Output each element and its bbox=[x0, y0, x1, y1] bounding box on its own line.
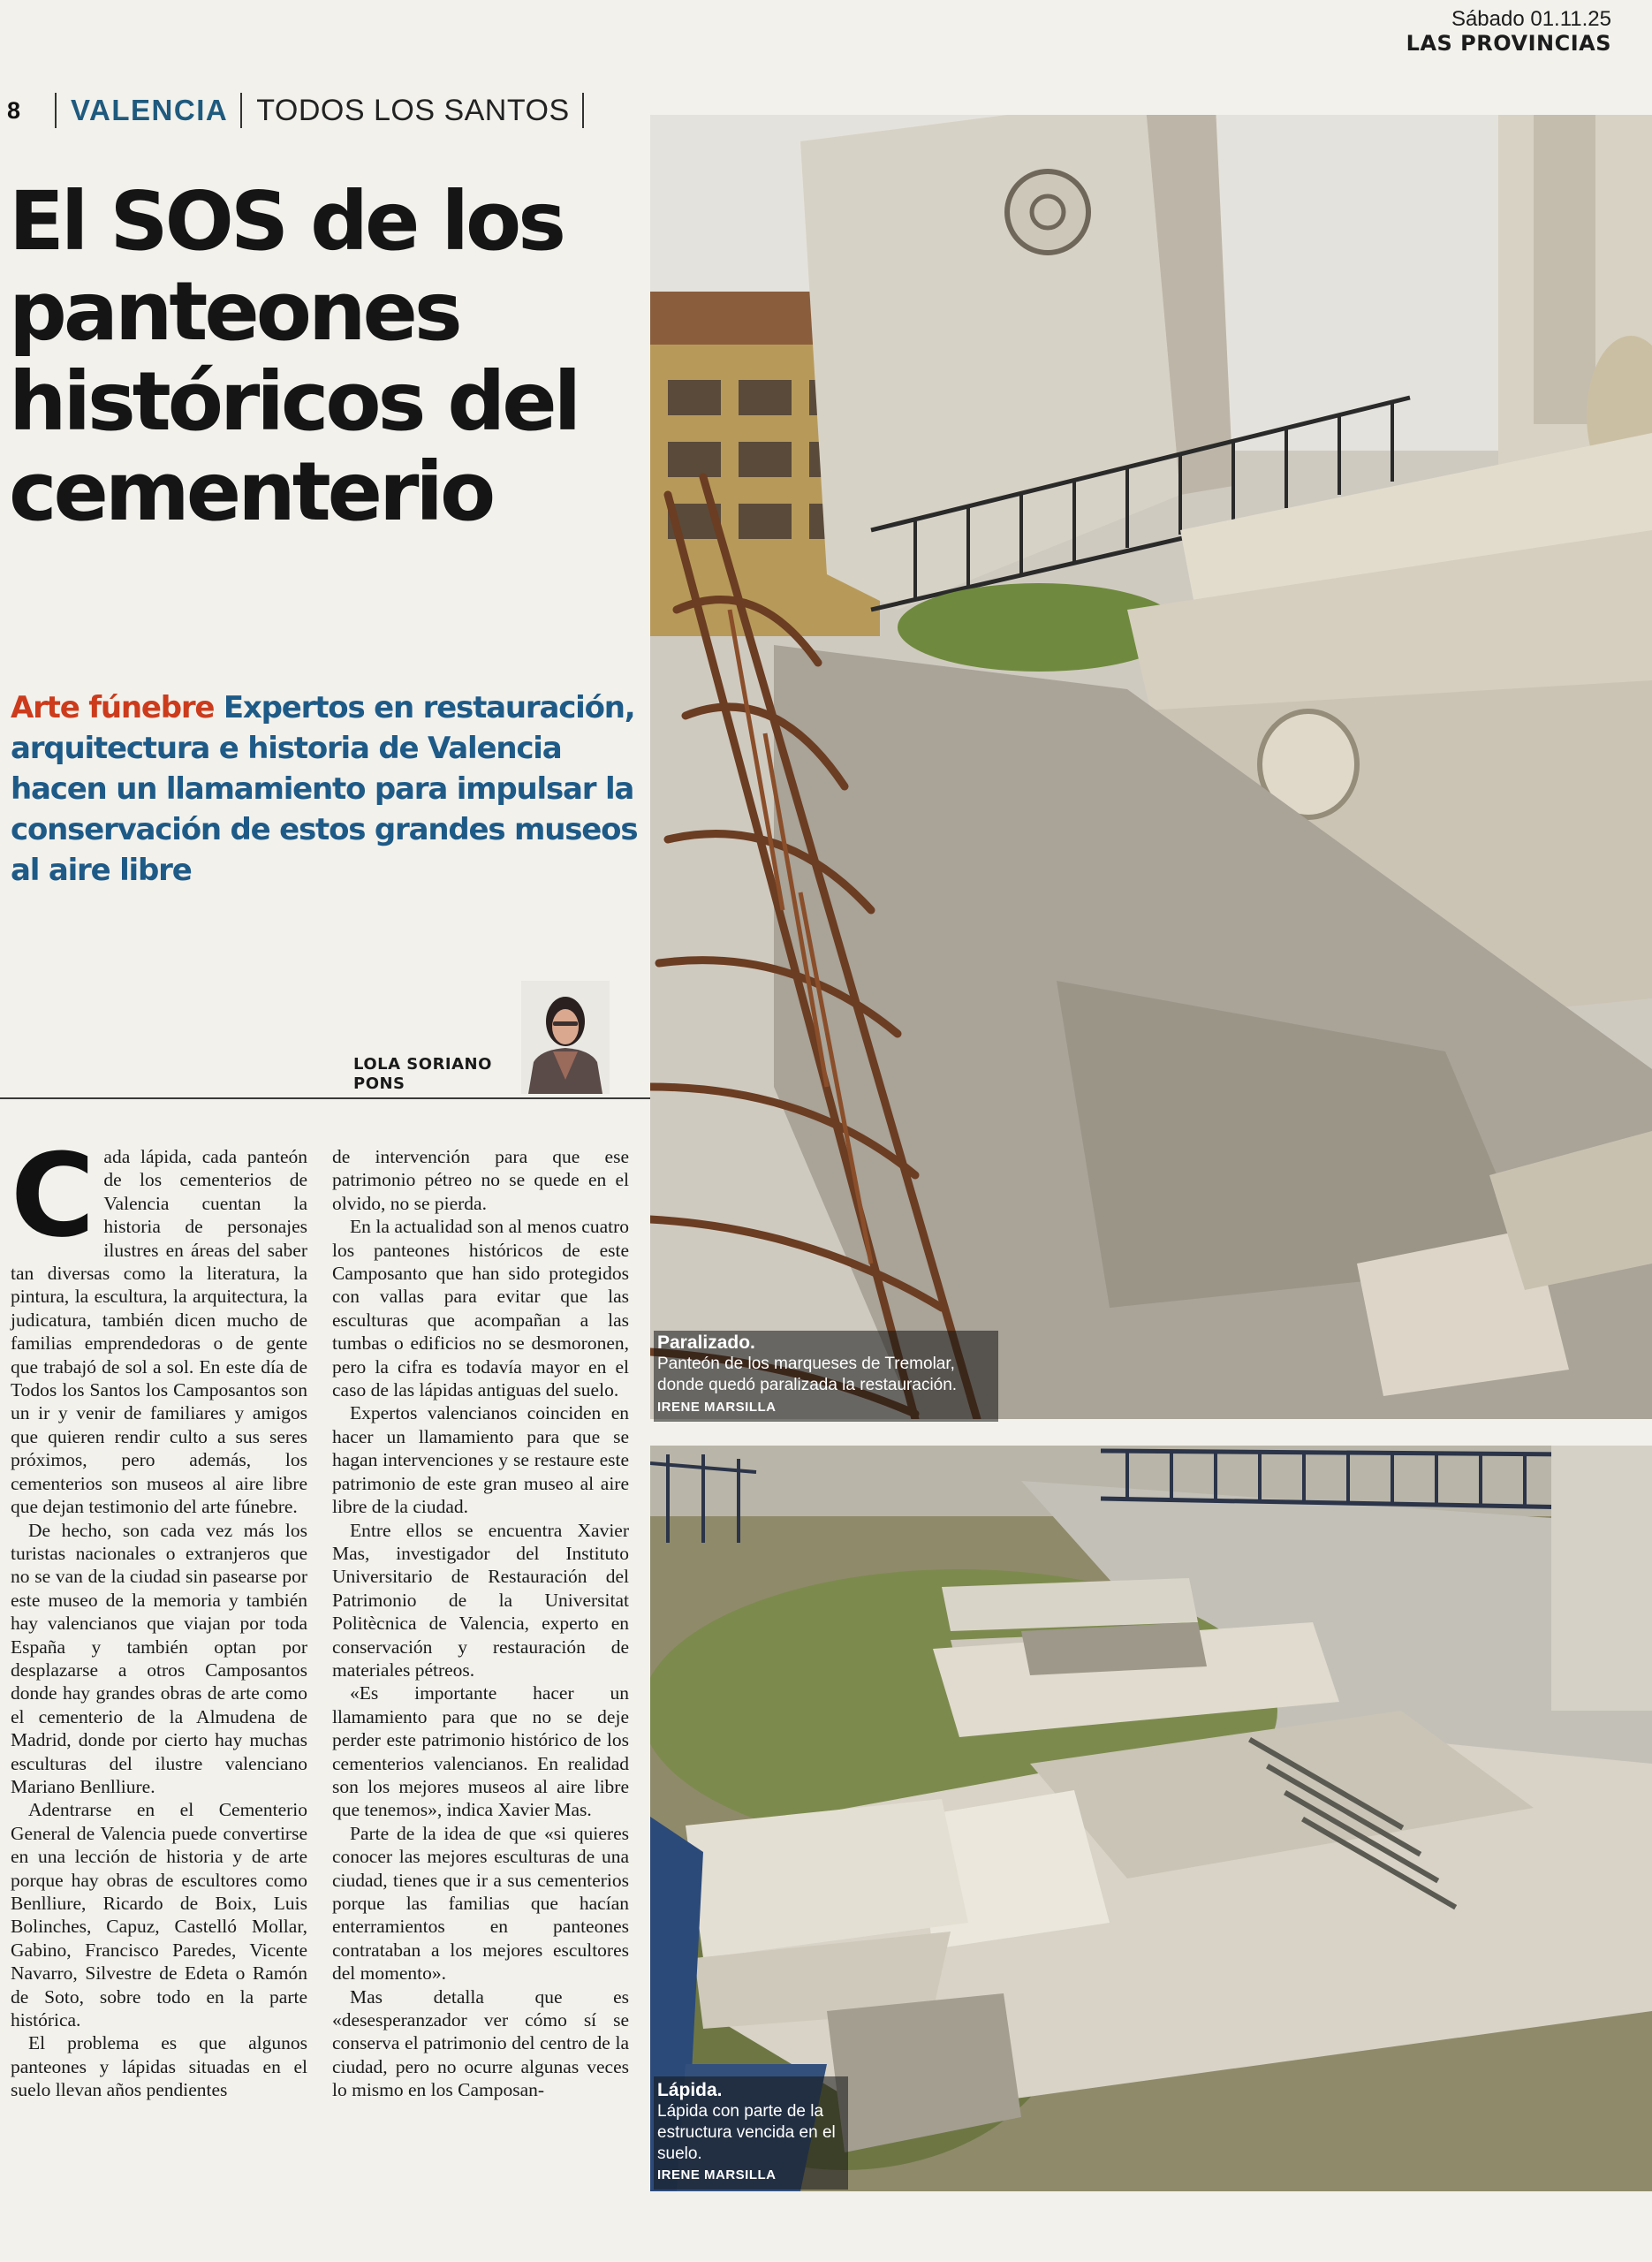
article-paragraph: El problema es que algunos panteones y lápidas situadas en el suelo llevan años pendientes bbox=[11, 2032, 307, 2101]
article-paragraph: Adentrarse en el Cementerio General de Valencia puede convertirse en una lección de historia y de arte porque hay obras de escultores como Benlliure, Ricardo de Boix, Luis Bolinches, Capuz, Castelló Mollar, Gabino, Francisco Paredes, Vicente Navarro, Silvestre de Edeta o Ramón de Soto, sobre todo en la parte histórica. bbox=[11, 1799, 307, 2031]
issue-date: Sábado 01.11.25 bbox=[1451, 7, 1611, 31]
masthead bbox=[1406, 7, 1611, 55]
caption-title: Lápida. bbox=[657, 2080, 723, 2100]
article-paragraph: Mas detalla que es «desesperanzador ver cómo sí se conserva el patrimonio del centro de la ciudad, pero no ocurre algunas veces lo mismo en los Camposan- bbox=[332, 1985, 629, 2101]
deck-text: Expertos en restauración, arquitectura e historia de Valencia hacen un llamamiento para impulsar la conservación de estos grandes museos al aire libre bbox=[11, 690, 638, 888]
article-paragraph: Cada lápida, cada panteón de los cementerios de Valencia cuentan la historia de personajes ilustres en áreas del saber tan diversas como la literatura, la pintura, la escultura, la arquitectura, la judicatura, también dicen mucho de familias emprendedoras o de gente que trabajó de sol a sol. En este día de Todos los Santos los Camposantos son un ir y venir de familiares y amigos que quieren rendir culto a sus seres próximos, pero además, los cementerios son museos al aire libre que dejan testimonio del arte fúnebre. bbox=[11, 1128, 307, 1518]
deck-kicker: Arte fúnebre bbox=[11, 690, 215, 725]
divider bbox=[0, 1097, 650, 1099]
article-paragraph: De hecho, son cada vez más los turistas nacionales o extranjeros que no se van de la ciudad sin pasearse por este museo de la memoria y también hay valencianos que viajan por toda España y también optan por desplazarse a otros Camposantos donde hay grandes obras de arte como el cementerio de la Almudena de Madrid, donde por cierto hay muchas esculturas del ilustre valenciano Mariano Benlliure. bbox=[11, 1519, 307, 1797]
article-column-2 bbox=[332, 1145, 629, 2102]
divider bbox=[240, 93, 242, 128]
photo-credit: IRENE MARSILLA bbox=[657, 1400, 777, 1415]
subsection-name: TODOS LOS SANTOS bbox=[256, 93, 570, 127]
article-paragraph: Entre ellos se encuentra Xavier Mas, investigador del Instituto Universitario de Restauración del Patrimonio de la Universitat Politècnica de Valencia, experto en conservación y restauración de materiales pétreos. bbox=[332, 1519, 629, 1681]
caption-title: Paralizado. bbox=[657, 1332, 755, 1353]
section-name: VALENCIA bbox=[71, 94, 229, 126]
divider bbox=[582, 93, 584, 128]
article-paragraph: de intervención para que ese patrimonio pétreo no se quede en el olvido, no se pierda. bbox=[332, 1146, 629, 1214]
deck bbox=[11, 687, 647, 891]
caption-text: Lápida con parte de la estructura vencida en el suelo. bbox=[657, 2102, 836, 2163]
caption-text: Panteón de los marqueses de Tremolar, donde quedó paralizada la restauración. IRENE MARSILLA bbox=[657, 1355, 958, 1415]
page-number: 8 bbox=[7, 96, 21, 124]
byline bbox=[353, 981, 618, 1096]
photo-caption bbox=[654, 2076, 848, 2190]
newspaper-name: LAS PROVINCIAS bbox=[1406, 31, 1611, 56]
article-paragraph: «Es importante hacer un llamamiento para que no se deje perder este patrimonio histórico de los cementerios valencianos. En realidad son los mejores museos al aire libre que tenemos», indica Xavier Mas. bbox=[332, 1682, 629, 1821]
article-column-1 bbox=[11, 1128, 307, 2102]
headline: El SOS de los panteones históricos del cementerio bbox=[9, 174, 579, 539]
photo-credit: IRENE MARSILLA bbox=[657, 2167, 777, 2182]
author-photo bbox=[521, 981, 610, 1094]
article-paragraph: Parte de la idea de que «si quieres conocer las mejores esculturas de una ciudad, tienes que ir a sus cementerios porque las familias que hacían enterramientos en panteones contrataban a los mejores escultores del momento». bbox=[332, 1822, 629, 1985]
author-name: LOLA SORIANO PONS bbox=[353, 1055, 492, 1093]
article-paragraph: Expertos valencianos coinciden en hacer un llamamiento para que se hagan intervenciones y se restaure este patrimonio de este gran museo al aire libre de la ciudad. bbox=[332, 1402, 629, 1518]
photo-caption bbox=[654, 1331, 998, 1422]
divider bbox=[55, 93, 57, 128]
photo-pantheon-tremolar bbox=[650, 115, 1652, 1419]
section-bar bbox=[7, 90, 598, 131]
article-paragraph: En la actualidad son al menos cuatro los panteones históricos de este Camposanto que han sido protegidos con vallas para evitar que las esculturas que acompañan a las tumbas o edificios no se desmoronen, pero la cifra es todavía mayor en el caso de las lápidas antiguas del suelo. bbox=[332, 1216, 629, 1401]
drop-cap: C bbox=[11, 1128, 95, 1263]
